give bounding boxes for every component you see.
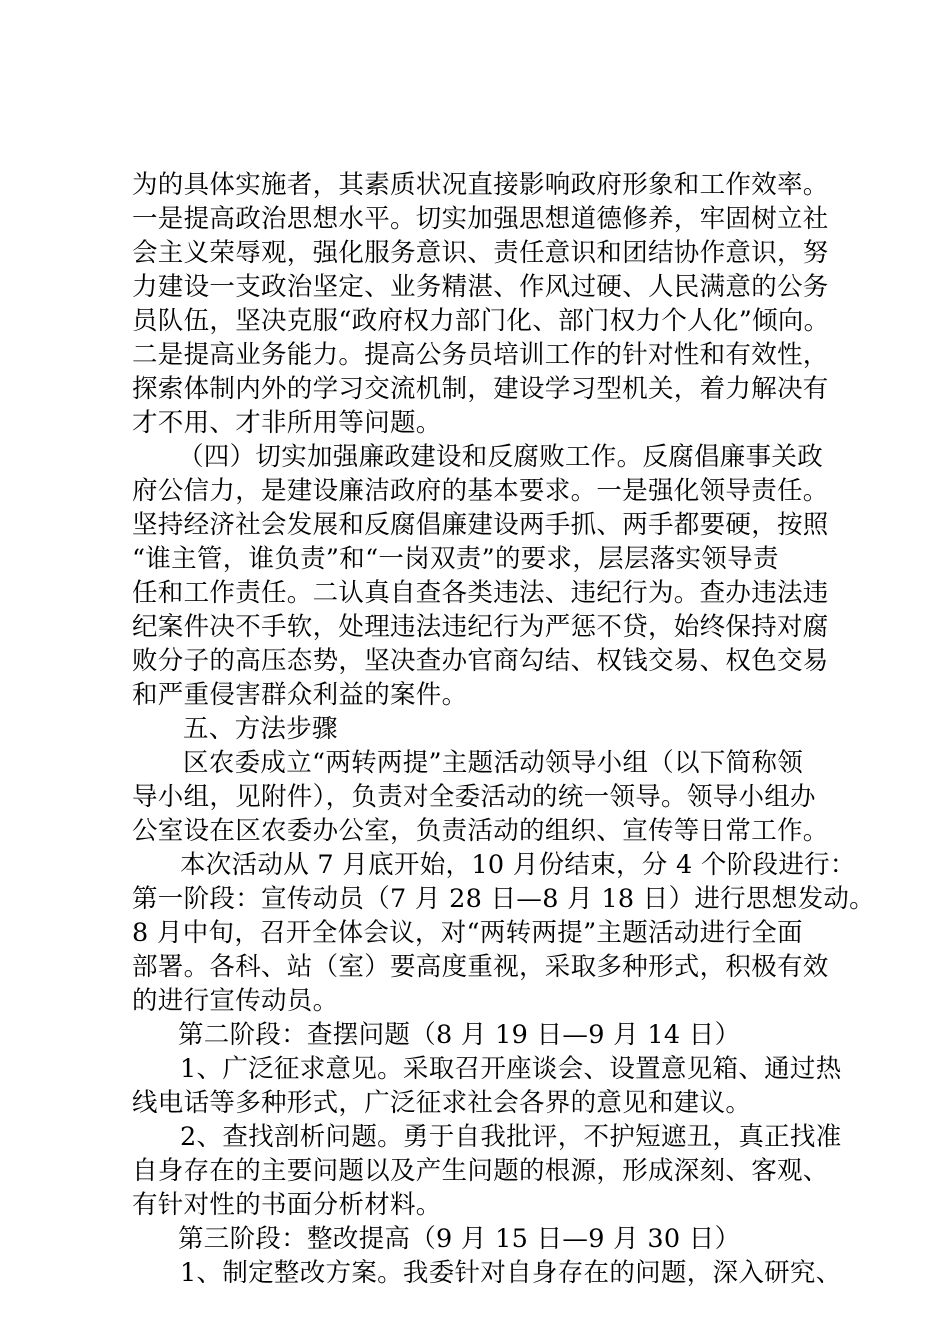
text-line: 的进行宣传动员。 xyxy=(132,986,339,1016)
text-line: 一是提高政治思想水平。切实加强思想道德修养，牢固树立社 xyxy=(132,204,829,234)
text-line: 自身存在的主要问题以及产生问题的根源，形成深刻、客观、 xyxy=(132,1156,829,1186)
text-line: 坚持经济社会发展和反腐倡廉建设两手抓、两手都要硬，按照 xyxy=(132,510,829,540)
text-line: 任和工作责任。二认真自查各类违法、违纪行为。查办违法违 xyxy=(132,578,829,608)
text-line: 为的具体实施者，其素质状况直接影响政府形象和工作效率。 xyxy=(132,170,829,200)
text-line: 本次活动从 7 月底开始，10 月份结束，分 4 个阶段进行： xyxy=(180,850,856,880)
text-line: 第一阶段：宣传动员（7 月 28 日—8 月 18 日）进行思想发动。 xyxy=(132,884,875,914)
text-line: 部署。各科、站（室）要高度重视，采取多种形式，积极有效 xyxy=(132,952,829,982)
section-heading: 五、方法步骤 xyxy=(183,714,338,744)
text-line: 导小组，见附件），负责对全委活动的统一领导。领导小组办 xyxy=(132,782,816,812)
text-line: 1、制定整改方案。我委针对自身存在的问题，深入研究、 xyxy=(180,1258,842,1288)
text-line: 8 月中旬，召开全体会议，对“两转两提”主题活动进行全面 xyxy=(132,918,803,948)
section-heading: （四）切实加强廉政建设和反腐败工作。反腐倡廉事关政 xyxy=(178,442,824,472)
stage-heading: 第三阶段：整改提高（9 月 15 日—9 月 30 日） xyxy=(178,1224,741,1254)
text-line: 2、查找剖析问题。勇于自我批评，不护短遮丑，真正找准 xyxy=(180,1122,842,1152)
text-line: 二是提高业务能力。提高公务员培训工作的针对性和有效性， xyxy=(132,340,829,370)
text-line: 公室设在区农委办公室，负责活动的组织、宣传等日常工作。 xyxy=(132,816,829,846)
text-line: 线电话等多种形式，广泛征求社会各界的意见和建议。 xyxy=(132,1088,752,1118)
text-line: 区农委成立“两转两提”主题活动领导小组（以下简称领 xyxy=(183,748,804,778)
text-line: 败分子的高压态势，坚决查办官商勾结、权钱交易、权色交易 xyxy=(132,646,829,676)
text-line: 府公信力，是建设廉洁政府的基本要求。一是强化领导责任。 xyxy=(132,476,829,506)
text-line: 力建设一支政治坚定、业务精湛、作风过硬、人民满意的公务 xyxy=(132,272,829,302)
text-line: “谁主管，谁负责”和“一岗双责”的要求，层层落实领导责 xyxy=(132,544,779,574)
text-line: 才不用、才非所用等问题。 xyxy=(132,408,442,438)
text-line: 员队伍，坚决克服“政府权力部门化、部门权力个人化”倾向。 xyxy=(132,306,830,336)
text-line: 1、广泛征求意见。采取召开座谈会、设置意见箱、通过热 xyxy=(180,1054,842,1084)
text-line: 纪案件决不手软，处理违法违纪行为严惩不贷，始终保持对腐 xyxy=(132,612,829,642)
text-line: 探索体制内外的学习交流机制，建设学习型机关，着力解决有 xyxy=(132,374,829,404)
text-line: 和严重侵害群众利益的案件。 xyxy=(132,680,468,710)
text-line: 会主义荣辱观，强化服务意识、责任意识和团结协作意识，努 xyxy=(132,238,829,268)
stage-heading: 第二阶段：查摆问题（8 月 19 日—9 月 14 日） xyxy=(178,1020,741,1050)
text-line: 有针对性的书面分析材料。 xyxy=(132,1190,442,1220)
